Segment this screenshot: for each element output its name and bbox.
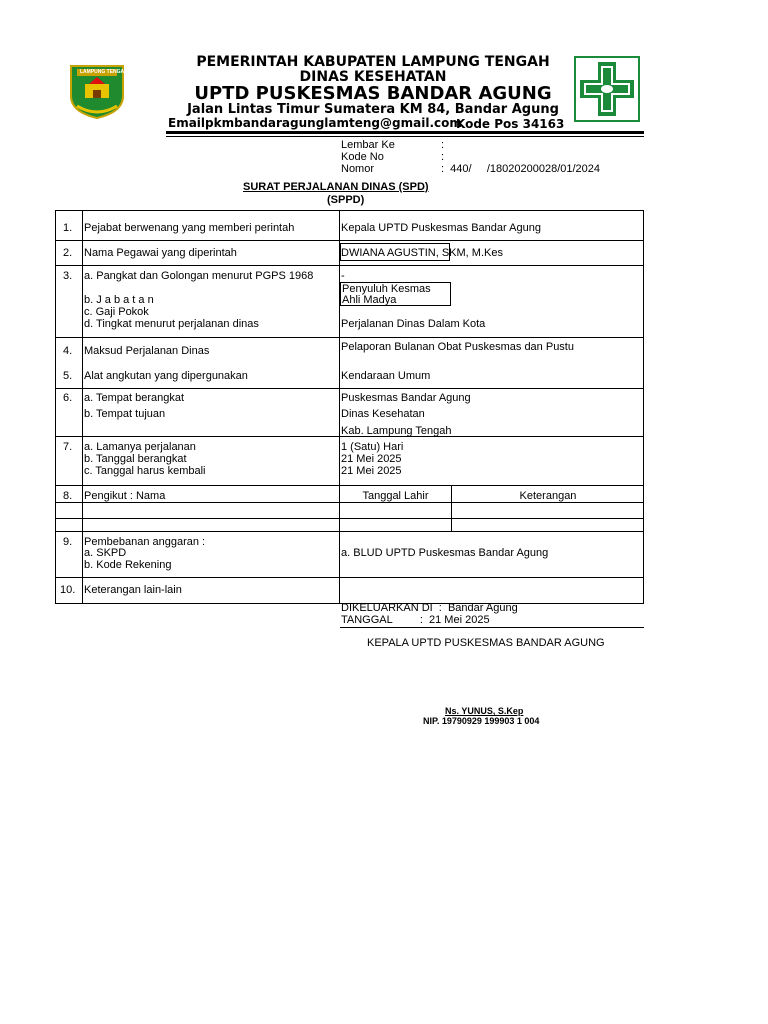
row-value: Kendaraan Umum <box>341 370 431 382</box>
row-label: b. Tempat tujuan <box>84 408 166 420</box>
row-label: d. Tingkat menurut perjalanan dinas <box>84 318 259 330</box>
header-rule <box>166 131 644 134</box>
row-divider <box>55 531 644 532</box>
col-divider-2 <box>339 210 340 604</box>
row-label: b. J a b a t a n <box>84 294 154 306</box>
row-label: b. Kode Rekening <box>84 559 172 571</box>
row-label: Keterangan lain-lain <box>84 584 182 596</box>
row-label: Pengikut : Nama <box>84 490 166 502</box>
row-value: Perjalanan Dinas Dalam Kota <box>341 318 486 330</box>
row-divider <box>55 485 644 486</box>
row-divider <box>55 337 644 338</box>
row-value: Kepala UPTD Puskesmas Bandar Agung <box>341 222 541 234</box>
row-number: 5. <box>63 370 73 382</box>
row-number: 8. <box>63 490 73 502</box>
row-value: Dinas Kesehatan <box>341 408 425 420</box>
document-subtitle: (SPPD) <box>327 194 365 206</box>
health-logo <box>574 56 640 122</box>
signatory-nip: NIP. 19790929 199903 1 004 <box>423 716 540 726</box>
kode-value: : <box>441 151 445 163</box>
row-label: Nama Pegawai yang diperintah <box>84 247 237 259</box>
header-postal-code: Kode Pos 34163 <box>456 117 565 131</box>
nomor-label: Nomor <box>341 163 375 175</box>
row-label: Maksud Perjalanan Dinas <box>84 345 210 357</box>
row-label: a. Tempat berangkat <box>84 392 185 404</box>
row-divider <box>55 518 644 519</box>
row-divider <box>55 577 644 578</box>
row-label: b. Tanggal berangkat <box>84 453 187 465</box>
row-number: 3. <box>63 270 73 282</box>
kode-label: Kode No <box>341 151 384 163</box>
row-value: Penyuluh Kesmas <box>342 283 431 295</box>
row-label: c. Gaji Pokok <box>84 306 149 318</box>
row-divider <box>55 502 644 503</box>
row-value: 21 Mei 2025 <box>341 453 402 465</box>
logo-caption: LAMPUNG TENGAH <box>80 69 128 75</box>
document-title: SURAT PERJALANAN DINAS (SPD) <box>243 181 429 193</box>
issued-date: TANGGAL : 21 Mei 2025 <box>341 614 490 626</box>
row-number: 6. <box>63 392 73 404</box>
row-label: c. Tanggal harus kembali <box>84 465 206 477</box>
row-label: a. Lamanya perjalanan <box>84 441 196 453</box>
remarks-header: Keterangan <box>519 490 577 502</box>
row-number: 1. <box>63 222 73 234</box>
row-divider <box>55 388 644 389</box>
row-number: 10. <box>60 584 76 596</box>
signatory-name: Ns. YUNUS, S.Kep <box>445 706 524 716</box>
row-number: 4. <box>63 345 73 357</box>
row-value: Pelaporan Bulanan Obat Puskesmas dan Pustu <box>341 341 574 353</box>
header-department: DINAS KESEHATAN <box>299 69 447 85</box>
row-label: a. SKPD <box>84 547 127 559</box>
row-value: Kab. Lampung Tengah <box>341 425 452 437</box>
row-label: Pejabat berwenang yang memberi perintah <box>84 222 295 234</box>
row-number: 9. <box>63 536 73 548</box>
row-value: 1 (Satu) Hari <box>341 441 404 453</box>
header-email: Emailpkmbandaragunglamteng@gmail.com <box>168 116 462 130</box>
row-number: 2. <box>63 247 73 259</box>
issued-place: DIKELUARKAN DI : Bandar Agung <box>341 602 518 614</box>
row-value: a. BLUD UPTD Puskesmas Bandar Agung <box>341 547 549 559</box>
nomor-value: : 440/ /18020200028/01/2024 <box>441 163 601 175</box>
col-divider-1 <box>82 210 83 604</box>
header-government: PEMERINTAH KABUPATEN LAMPUNG TENGAH <box>196 54 550 70</box>
footer-rule <box>340 627 644 628</box>
signatory-position: KEPALA UPTD PUSKESMAS BANDAR AGUNG <box>367 637 605 649</box>
row-label: a. Pangkat dan Golongan menurut PGPS 1968 <box>84 270 314 282</box>
row-value: DWIANA AGUSTIN, SKM, M.Kes <box>341 247 503 259</box>
lembar-value: : <box>441 139 445 151</box>
row-divider <box>55 265 644 266</box>
row-value: Puskesmas Bandar Agung <box>341 392 471 404</box>
row-value: - <box>341 270 345 282</box>
header-institution: UPTD PUSKESMAS BANDAR AGUNG <box>194 83 552 104</box>
row-value: 21 Mei 2025 <box>341 465 402 477</box>
row-divider <box>55 240 644 241</box>
row-number: 7. <box>63 441 73 453</box>
birthdate-header: Tanggal Lahir <box>362 490 429 502</box>
header-address: Jalan Lintas Timur Sumatera KM 84, Bandar Agung <box>187 102 559 117</box>
row-label: Alat angkutan yang dipergunakan <box>84 370 248 382</box>
lembar-label: Lembar Ke <box>341 139 395 151</box>
header-rule-thin <box>166 136 644 137</box>
row-value: Ahli Madya <box>342 294 397 306</box>
row-label: Pembebanan anggaran : <box>84 536 206 548</box>
